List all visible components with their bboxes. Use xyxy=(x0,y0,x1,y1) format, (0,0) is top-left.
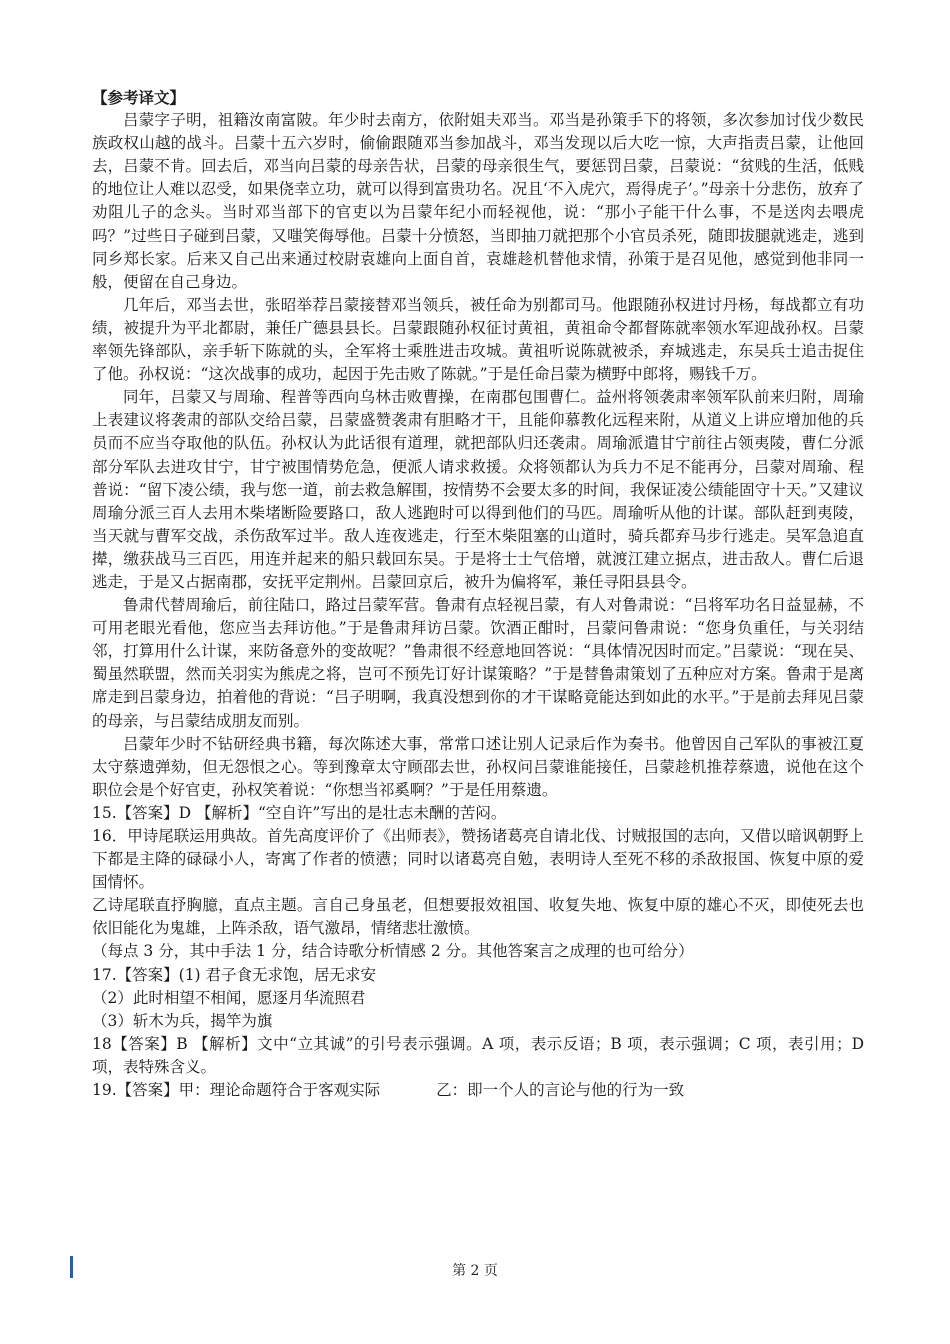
answer-18: 18【答案】B 【解析】文中“立其诚”的引号表示强调。A 项，表示反语；B 项，表示强调；C 项，表引用；D 项，表特殊含义。 xyxy=(92,1034,864,1076)
answer-15: 15.【答案】D 【解析】“空自许”写出的是壮志未酬的苦闷。 xyxy=(92,803,507,822)
page-number: 第 2 页 xyxy=(452,1263,498,1279)
answer-16-scoring-note: （每点 3 分，其中手法 1 分，结合诗歌分析情感 2 分。其他答案言之成理的也可给分） xyxy=(92,942,694,961)
answer-section xyxy=(92,802,864,1102)
translation-heading: 【参考译文】 xyxy=(92,88,186,107)
document-body xyxy=(92,86,864,1102)
answer-16-part-b: 乙诗尾联直抒胸臆，直点主题。言自己身虽老，但想要报效祖国、收复失地、恢复中原的雄心不灭，即使死去也依旧能化为鬼雄，上阵杀敌，语气激昂，情绪悲壮激愤。 xyxy=(92,896,864,938)
translation-paragraph-5: 吕蒙年少时不钻研经典书籍，每次陈述大事，常常口述让别人记录后作为奏书。他曾因自己军队的事被江夏太守蔡遗弹劾，但无怨恨之心。等到豫章太守顾邵去世，孙权问吕蒙谁能接任，吕蒙趁机推荐蔡遗，说他在这个职位会是个好官吏，孙权笑着说：“你想当祁奚啊？”于是任用蔡遗。 xyxy=(92,734,864,799)
translation-paragraph-2: 几年后，邓当去世，张昭举荐吕蒙接替邓当领兵，被任命为别都司马。他跟随孙权进讨丹杨，每战都立有功绩，被提升为平北都尉，兼任广德县县长。吕蒙跟随孙权征讨黄祖，黄祖命令都督陈就率领水军迎战孙权。吕蒙率领先锋部队，亲手斩下陈就的头，全军将士乘胜进击攻城。黄祖听说陈就被杀，弃城逃走，东吴兵士追击捉住了他。孙权说：“这次战事的成功，起因于先击败了陈就。”于是任命吕蒙为横野中郎将，赐钱千万。 xyxy=(92,295,864,384)
answer-17-item-1: 17.【答案】(1) 君子食无求饱，居无求安 xyxy=(92,965,377,984)
translation-paragraph-4: 鲁肃代替周瑜后，前往陆口，路过吕蒙军营。鲁肃有点轻视吕蒙，有人对鲁肃说：“吕将军功名日益显赫，不可用老眼光看他，您应当去拜访他。”于是鲁肃拜访吕蒙。饮酒正酣时，吕蒙问鲁肃说：“您身负重任，与关羽结邻，打算用什么计谋，来防备意外的变故呢？”鲁肃很不经意地回答说：“具体情况因时而定。”吕蒙说：“现在吴、蜀虽然联盟，然而关羽实为熊虎之将，岂可不预先订好计谋策略？”于是替鲁肃策划了五种应对方案。鲁肃于是离席走到吕蒙身边，拍着他的背说：“吕子明啊，我真没想到你的才干谋略竟能达到如此的水平。”于是前去拜见吕蒙的母亲，与吕蒙结成朋友而别。 xyxy=(92,596,864,730)
answer-17-item-3: （3）斩木为兵，揭竿为旗 xyxy=(92,1011,273,1030)
answer-17-item-2: （2）此时相望不相闻，愿逐月华流照君 xyxy=(92,988,366,1007)
answer-19-part-b: 乙：即一个人的言论与他的行为一致 xyxy=(436,1081,685,1100)
answer-19 xyxy=(92,1079,864,1102)
answer-16-part-a: 16．甲诗尾联运用典故。首先高度评价了《出师表》，赞扬诸葛亮自请北伐、讨贼报国的志向，又借以暗讽朝野上下都是主降的碌碌小人，寄寓了作者的愤懑；同时以诸葛亮自勉，表明诗人至死不移的杀敌报国、恢复中原的爱国情怀。 xyxy=(92,827,864,892)
translation-paragraph-3: 同年，吕蒙又与周瑜、程普等西向乌林击败曹操，在南郡包围曹仁。益州将领袭肃率领军队前来归附，周瑜上表建议将袭肃的部队交给吕蒙，吕蒙盛赞袭肃有胆略才干，且能仰慕教化远程来附，从道义上讲应增加他的兵员而不应当夺取他的队伍。孙权认为此话很有道理，就把部队归还袭肃。周瑜派遣甘宁前往占领夷陵，曹仁分派部分军队去进攻甘宁，甘宁被围情势危急，便派人请求救援。众将领都认为兵力不足不能再分，吕蒙对周瑜、程普说：“留下凌公绩，我与您一道，前去救急解围，按情势不会要太多的时间，我保证凌公绩能固守十天。”又建议周瑜分派三百人去用木柴堵断险要路口，敌人逃跑时可以得到他们的马匹。周瑜听从他的计谋。部队赶到夷陵，当天就与曹军交战，杀伤敌军过半。敌人连夜逃走，行至木柴阻塞的山道时，骑兵都弃马步行逃走。吴军急追直撵，缴获战马三百匹，用连并起来的船只载回东吴。于是将士士气倍增，就渡江建立据点，进击敌人。曹仁后退逃走，于是又占据南郡，安抚平定荆州。吕蒙回京后，被升为偏将军，兼任寻阳县县令。 xyxy=(92,388,864,591)
translation-paragraph-1: 吕蒙字子明，祖籍汝南富陂。年少时去南方，依附姐夫邓当。邓当是孙策手下的将领，多次参加讨伐少数民族政权山越的战斗。吕蒙十五六岁时，偷偷跟随邓当参加战斗，邓当发现以后大吃一惊，大声指责吕蒙，让他回去，吕蒙不肯。回去后，邓当向吕蒙的母亲告状，吕蒙的母亲很生气，要惩罚吕蒙，吕蒙说：“贫贱的生活，低贱的地位让人难以忍受，如果侥幸立功，就可以得到富贵功名。况且‘不入虎穴，焉得虎子’。”母亲十分悲伤，放弃了劝阻儿子的念头。当时邓当部下的官吏以为吕蒙年纪小而轻视他，说：“那小子能干什么事，不是送肉去喂虎吗？”过些日子碰到吕蒙，又嗤笑侮辱他。吕蒙十分愤怒，当即抽刀就把那个小官员杀死，随即拔腿就逃走，逃到同乡郑长家。后来又自己出来通过校尉袁雄向上面自首，袁雄趁机替他求情，孙策于是召见他，感觉到他非同一般，便留在自己身边。 xyxy=(92,111,864,291)
answer-19-part-a: 19.【答案】甲：理论命题符合于客观实际 xyxy=(92,1081,381,1100)
